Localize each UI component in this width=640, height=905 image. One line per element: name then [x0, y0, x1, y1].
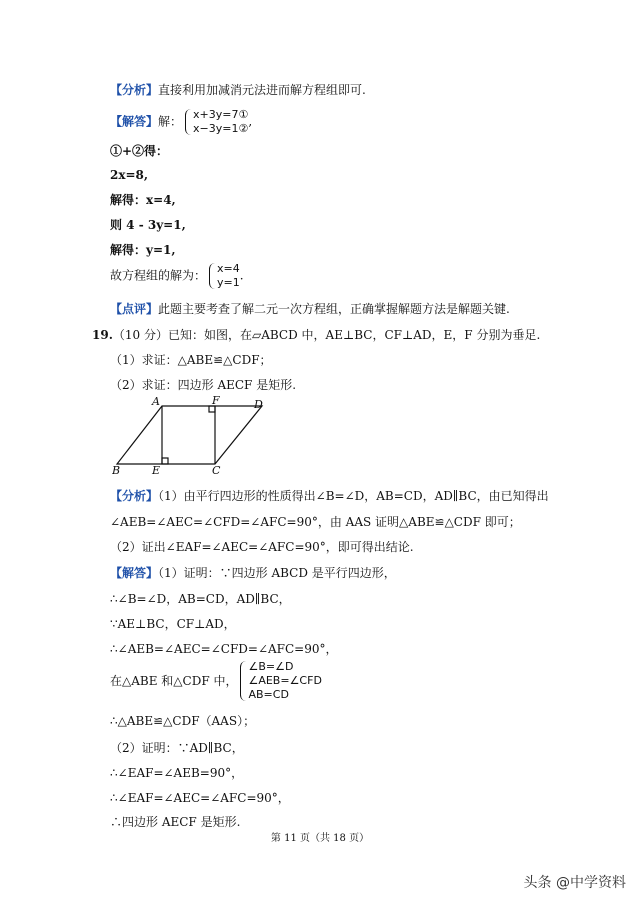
label-d: D [254, 398, 263, 411]
answer-prefix: 解： [158, 114, 183, 129]
solution-system [208, 262, 240, 290]
solution-1: x=4 [217, 262, 240, 275]
analysis-line [110, 82, 366, 98]
answer-2-text-1: （1）证明：∵四边形 ABCD 是平行四边形， [158, 566, 396, 580]
answer-2-line-1 [110, 565, 396, 581]
step-3: 解得：x=4, [110, 193, 176, 207]
analysis-tag: 【分析】 [110, 83, 159, 97]
step-4: 则 4 - 3y=1, [110, 218, 186, 232]
conclusion-suffix: . [239, 268, 244, 283]
question-part-1: （1）求证：△ABE≌△CDF； [110, 353, 272, 367]
page-footer: 第 11 页（共 18 页） [270, 833, 370, 844]
analysis-2-tag: 【分析】 [110, 489, 159, 503]
answer-2-line-6: ∴△ABE≌△CDF（AAS）； [110, 714, 256, 728]
question-score: （10 分） [112, 328, 168, 342]
solution-2: y=1 [217, 276, 240, 289]
condition-1: ∠B=∠D [248, 660, 294, 673]
question-19 [92, 327, 540, 343]
analysis-2-line-2: ∠AEB=∠AEC=∠CFD=∠AFC=90°，由 AAS 证明△ABE≌△CDF 即可； [110, 515, 521, 529]
analysis-2-text-1: （1）由平行四边形的性质得出∠B=∠D，AB=CD，AD∥BC，由已知得出 [158, 489, 549, 503]
parallelogram-figure [112, 394, 272, 474]
step-5: 解得：y=1, [110, 243, 176, 257]
step-2: 2x=8, [110, 168, 149, 182]
comment-line [110, 301, 510, 317]
analysis-2-line-1 [110, 488, 549, 504]
question-part-2: （2）求证：四边形 AECF 是矩形. [110, 378, 297, 392]
question-stem: 已知：如图，在▱ABCD 中，AE⊥BC，CF⊥AD，E，F 分别为垂足. [167, 328, 541, 342]
analysis-text: 直接利用加减消元法进而解方程组即可. [158, 83, 366, 97]
answer-2-line-2: ∴∠B=∠D，AB=CD，AD∥BC， [110, 592, 291, 606]
analysis-2-line-3: （2）证出∠EAF=∠AEC=∠AFC=90°，即可得出结论. [110, 540, 414, 554]
right-angle-mark-e [162, 458, 168, 464]
question-number: 19. [92, 328, 113, 342]
answer-suffix: , [248, 114, 253, 129]
label-c: C [212, 464, 221, 474]
answer-line [110, 108, 252, 136]
label-e: E [152, 464, 161, 474]
answer-tag: 【解答】 [110, 114, 159, 129]
comment-tag: 【点评】 [110, 302, 159, 316]
condition-2: ∠AEB=∠CFD [248, 674, 322, 687]
answer-2-text-5: 在△ABE 和△CDF 中， [110, 674, 238, 688]
answer-2-line-10: ∴四边形 AECF 是矩形. [110, 815, 241, 829]
label-b: B [112, 464, 121, 474]
equation-1: x+3y=7① [193, 108, 249, 121]
conclusion-line [110, 262, 244, 290]
conclusion-prefix: 故方程组的解为： [110, 268, 207, 283]
equation-system [184, 108, 248, 136]
equation-2: x−3y=1② [193, 122, 249, 135]
parallelogram-abcd [117, 406, 262, 464]
label-f: F [212, 394, 220, 407]
answer-2-tag: 【解答】 [110, 566, 159, 580]
answer-2-line-5 [110, 660, 322, 702]
comment-text: 此题主要考查了解二元一次方程组，正确掌握解题方法是解题关键. [158, 302, 510, 316]
answer-2-line-7: （2）证明：∵AD∥BC， [110, 741, 244, 755]
answer-2-line-8: ∴∠EAF=∠AEB=90°， [110, 766, 244, 780]
answer-2-line-4: ∴∠AEB=∠AEC=∠CFD=∠AFC=90°， [110, 642, 338, 656]
watermark: 头条 @中学资料 [523, 875, 626, 891]
condition-3: AB=CD [248, 688, 289, 701]
label-a: A [152, 395, 160, 408]
answer-2-line-9: ∴∠EAF=∠AEC=∠AFC=90°， [110, 791, 290, 805]
condition-system [239, 660, 321, 702]
step-1: ①+②得： [110, 144, 169, 158]
answer-2-line-3: ∵AE⊥BC，CF⊥AD， [110, 617, 236, 631]
